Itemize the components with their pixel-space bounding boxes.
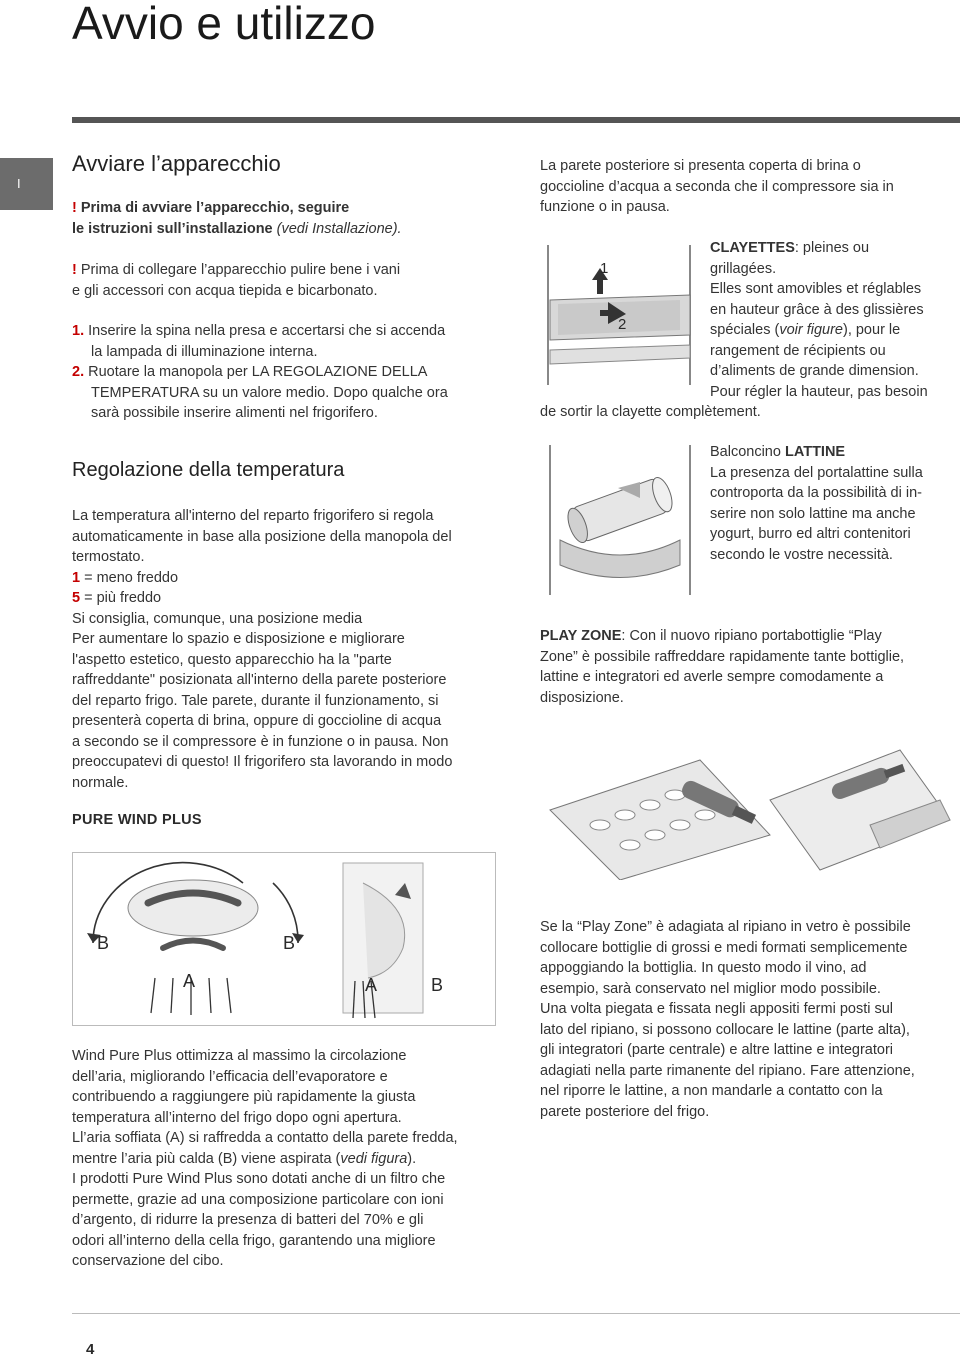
- paragraph-line: Si consiglia, comunque, una posizione media: [72, 610, 363, 627]
- clayettes-last-line: de sortir la clayette complètement.: [540, 404, 761, 420]
- door-balcony: [560, 540, 680, 578]
- can-holder-illustration: [540, 440, 700, 600]
- paragraph-line: La temperatura all'interno del reparto frigorifero si regola: [72, 508, 434, 524]
- label-a-right: A: [365, 975, 378, 995]
- warning-ref: (vedi Installazione).: [272, 220, 402, 237]
- paragraph-line: ).: [407, 1150, 417, 1167]
- step-text: Dopo qualche ora: [329, 384, 448, 401]
- warning-clean: [72, 260, 400, 301]
- paragraph-line: Una volta piegata e fissata negli appositi fermi posti sul: [540, 1001, 894, 1017]
- paragraph-line: Zone” è possibile raffreddare rapidamente tante bottiglie,: [540, 648, 905, 665]
- figure-ref: voir figure: [779, 322, 843, 338]
- step-text: Ruotare la manopola per LA REGOLAZIONE DELLA: [84, 364, 428, 380]
- paragraph-line: appoggiando la bottiglia. In questo modo il vino, ad: [540, 960, 867, 976]
- paragraph-line: d’argento, di ridurre la presenza di batteri del 70% e gli: [72, 1212, 424, 1228]
- paragraph-line: secondo le vostre necessità.: [710, 546, 893, 563]
- play-zone-tray-left: [550, 760, 770, 880]
- paragraph-line: Elles sont amovibles et réglables: [710, 281, 922, 297]
- fan-unit: [128, 880, 258, 936]
- fan-outlet: [163, 941, 223, 949]
- play-zone-text: [540, 917, 955, 1122]
- step-text: la lampada di illuminazione interna.: [91, 343, 318, 360]
- shelf-label-1: 1: [600, 260, 609, 277]
- label-b-side: B: [431, 975, 444, 995]
- paragraph-line: permette, grazie ad una composizione particolare con ioni: [72, 1191, 444, 1208]
- label-b-right: B: [283, 933, 296, 953]
- paragraph-line: yogurt, burro ed altri contenitori: [710, 526, 911, 542]
- lattine-title: LATTINE: [784, 444, 846, 460]
- paragraph-line: controporta da la possibilità di in-: [710, 485, 922, 501]
- paragraph-line: odori all’interno della cella frigo, garantendo una migliore: [72, 1232, 436, 1249]
- level-number: 1: [72, 569, 81, 586]
- paragraph-line: presenterà coperta di brina, oppure di goccioline di acqua: [72, 713, 442, 729]
- step-number: 2.: [72, 364, 85, 380]
- paragraph-line: mentre l’aria più calda (B) viene aspirata (: [72, 1150, 341, 1167]
- paragraph-line: nel riporre le lattine, a non mandarle a contatto con la: [540, 1083, 883, 1099]
- warning-text: Prima di avviare l’apparecchio, seguire: [76, 200, 350, 216]
- paragraph-line: l'aspetto estetico, questo apparecchio ha la "parte: [72, 651, 392, 668]
- paragraph-line: collocare bottiglie di grossi e medi formati semplicemente: [540, 939, 908, 956]
- paragraph-line: ), pour le: [842, 322, 901, 338]
- paragraph-line: goccioline d’acqua a seconda che il compressore sia in: [540, 178, 894, 195]
- paragraph-line: esempio, sarà conservato nel miglior modo possibile.: [540, 980, 881, 997]
- clayettes-text: [710, 238, 955, 402]
- paragraph-line: serire non solo lattine ma anche: [710, 505, 916, 522]
- pure-wind-figure: [72, 852, 496, 1026]
- page-title: Avvio e utilizzo: [72, 0, 376, 49]
- paragraph-line: lato del ripiano, si possono collocare le lattine (parte alta),: [540, 1021, 910, 1038]
- temperature-text: [72, 506, 502, 793]
- frost-note: [540, 156, 950, 218]
- paragraph-line: Balconcino: [710, 444, 785, 460]
- paragraph-line: La presenza del portalattine sulla: [710, 464, 923, 481]
- paragraph-line: disposizione.: [540, 689, 624, 706]
- paragraph-line: La parete posteriore si presenta coperta di brina o: [540, 158, 861, 174]
- paragraph-line: funzione o in pausa.: [540, 199, 670, 215]
- label-b-left: B: [97, 933, 110, 953]
- paragraph-line: a secondo se il compressore è in funzione o in pausa. Non: [72, 733, 449, 750]
- warning-text: Prima di collegare l’apparecchio pulire bene i vani: [76, 262, 401, 278]
- shelf-illustration: [540, 240, 700, 390]
- warning-text: le istruzioni sull’installazione: [72, 220, 273, 237]
- footer-rule: [72, 1313, 960, 1314]
- paragraph-line: Pour régler la hauteur, pas besoin: [710, 383, 928, 400]
- paragraph-line: d’aliments de grande dimension.: [710, 363, 919, 379]
- level-text: = meno freddo: [80, 569, 179, 586]
- step-text: sarà possibile inserire alimenti nel frigorifero.: [91, 405, 378, 421]
- step-text: Inserire la spina nella presa e accertarsi che si accenda: [84, 323, 446, 339]
- play-zone-illustration: [540, 740, 960, 880]
- can-holder-figure: [540, 440, 700, 600]
- paragraph-line: : Con il nuovo ripiano portabottiglie “Play: [621, 628, 882, 644]
- pure-wind-heading: PURE WIND PLUS: [72, 812, 202, 828]
- language-tab-label: I: [17, 176, 21, 191]
- paragraph-line: raffreddante" posizionata all'interno della parete posteriore: [72, 672, 447, 688]
- play-zone-figure: [540, 740, 960, 880]
- paragraph-line: rangement de récipients ou: [710, 342, 886, 359]
- warning-mark: !: [72, 262, 77, 278]
- clayettes-title: CLAYETTES: [710, 240, 795, 256]
- paragraph-line: termostato.: [72, 549, 145, 565]
- paragraph-line: normale.: [72, 774, 129, 791]
- paragraph-line: gli integratori (parte centrale) e altre lattine e integratori: [540, 1042, 894, 1058]
- play-zone-title: PLAY ZONE: [540, 628, 622, 644]
- label-a-left: A: [183, 971, 196, 991]
- level-text: = più freddo: [80, 590, 162, 606]
- paragraph-line: en hauteur grâce à des glissières: [710, 301, 924, 318]
- paragraph-line: Per aumentare lo spazio e disposizione e migliorare: [72, 631, 405, 647]
- page-number: 4: [86, 1341, 95, 1358]
- paragraph-line: spéciales (: [710, 322, 780, 338]
- lattine-text: [710, 442, 955, 565]
- pure-wind-text: [72, 1046, 502, 1272]
- step-number: 1.: [72, 323, 85, 339]
- header-rule: [72, 117, 960, 123]
- paragraph-line: adagiati nella parte rimanente del ripiano. Fare attenzione,: [540, 1062, 915, 1079]
- section-heading-temperature: Regolazione della temperatura: [72, 459, 345, 481]
- paragraph-line: Wind Pure Plus ottimizza al massimo la circolazione: [72, 1048, 407, 1064]
- paragraph-line: lattine e integratori ed averle sempre comodamente a: [540, 669, 884, 685]
- play-zone-intro: [540, 626, 955, 708]
- shelf-figure: [540, 240, 700, 390]
- paragraph-line: Ll’aria soffiata (A) si raffredda a contatto della parete fredda,: [72, 1130, 458, 1146]
- warning-mark: !: [72, 200, 77, 216]
- paragraph-line: automaticamente in base alla posizione della manopola del: [72, 528, 452, 545]
- language-tab: [0, 158, 53, 210]
- step-text: TEMPERATURA su un valore medio.: [91, 384, 330, 401]
- paragraph-line: temperatura all’interno del frigo dopo ogni apertura.: [72, 1109, 402, 1126]
- steps-list: [72, 321, 448, 424]
- paragraph-line: conservazione del cibo.: [72, 1253, 224, 1269]
- paragraph-line: dell’aria, migliorando l’efficacia dell’evaporatore e: [72, 1068, 388, 1085]
- paragraph-line: I prodotti Pure Wind Plus sono dotati anche di un filtro che: [72, 1171, 446, 1187]
- warning-text: e gli accessori con acqua tiepida e bicarbonato.: [72, 282, 378, 299]
- shelf-label-2: 2: [618, 316, 627, 333]
- figure-ref: vedi figura: [340, 1150, 408, 1167]
- warning-install: [72, 198, 402, 239]
- section-heading-start: Avviare l’apparecchio: [72, 151, 281, 176]
- paragraph-line: grillagées.: [710, 260, 777, 277]
- can-icon: [564, 475, 676, 545]
- paragraph-line: del reparto frigo. Tale parete, durante il funzionamento, si: [72, 692, 439, 709]
- paragraph-line: parete posteriore del frigo.: [540, 1103, 710, 1120]
- paragraph-line: : pleines ou: [794, 240, 870, 256]
- paragraph-line: preoccupatevi di questo! Il frigorifero sta lavorando in modo: [72, 754, 453, 770]
- paragraph-line: Se la “Play Zone” è adagiata al ripiano in vetro è possibile: [540, 919, 911, 935]
- paragraph-line: contribuendo a raggiungere più rapidamente la giusta: [72, 1089, 416, 1105]
- level-number: 5: [72, 590, 81, 606]
